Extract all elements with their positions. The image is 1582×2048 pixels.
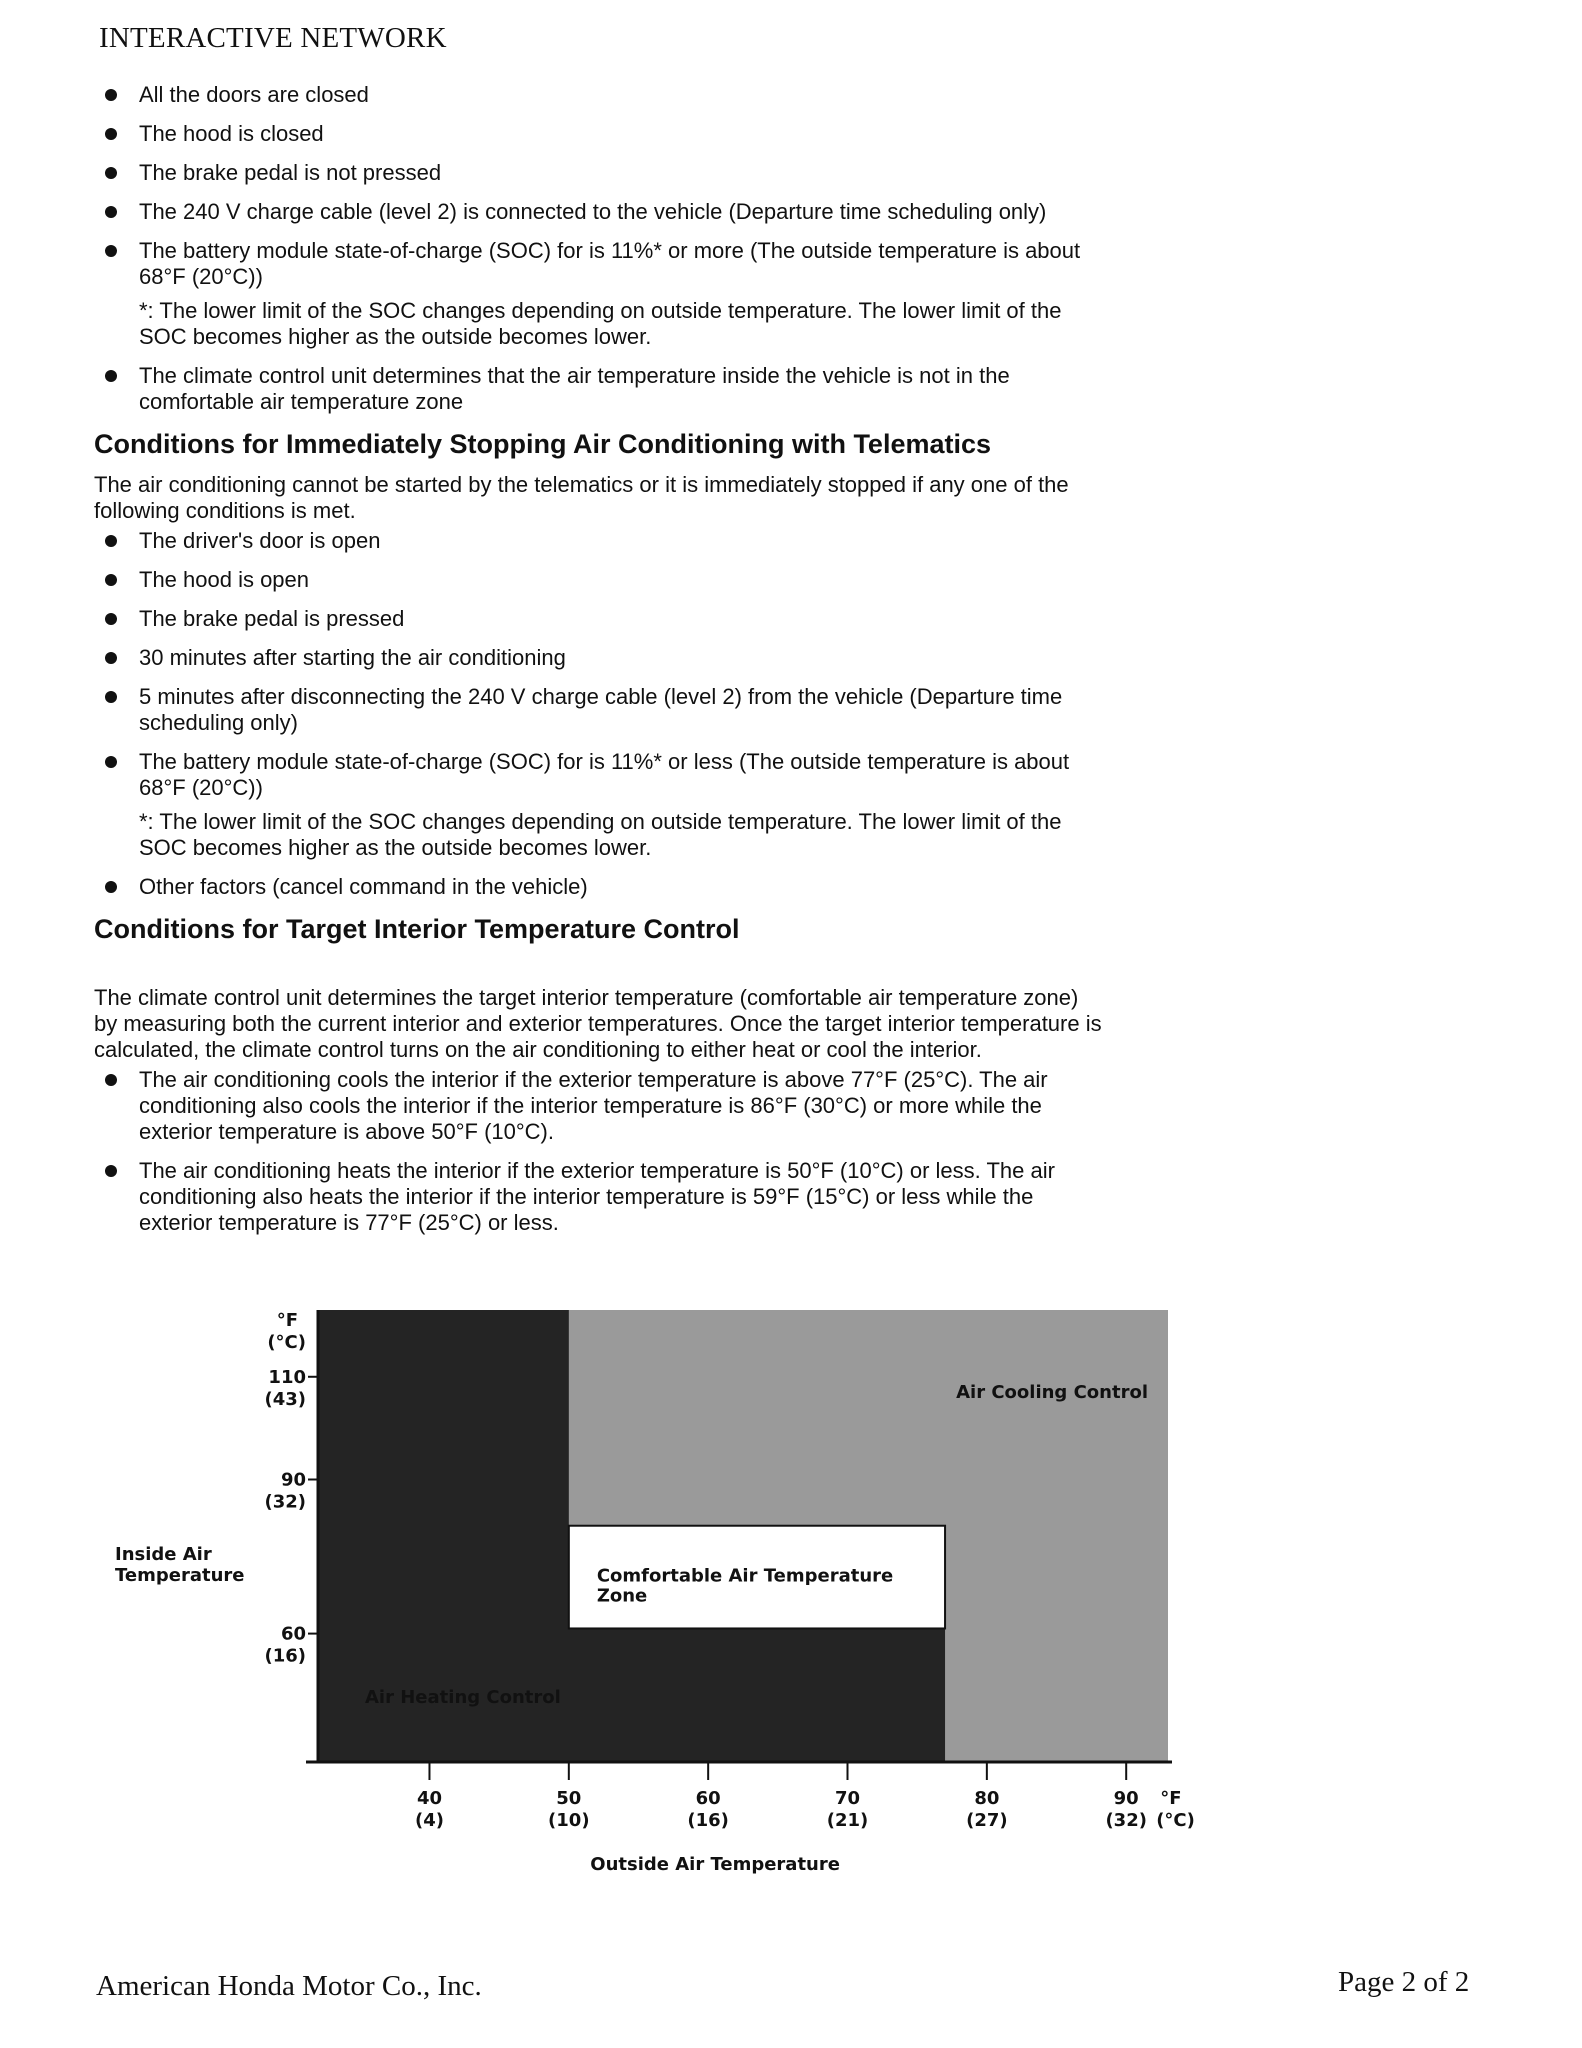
footer-page-number: Page 2 of 2 [1338, 1966, 1470, 1998]
y-axis-title-line2: Temperature [115, 1565, 245, 1586]
target-condition-text: The air conditioning cools the interior if the exterior temperature is above 77°F (25°C). The air conditioning also cools the interior if the interior temperature is 86°F (30°C) or more while the exterior temperature is above 50°F (10°C). [139, 1067, 1048, 1144]
x-tick-label-celsius: (10) [548, 1810, 590, 1831]
x-tick-label: 60 [695, 1788, 721, 1809]
stop-condition-text: The driver's door is open [139, 528, 381, 553]
start-condition-text: The battery module state-of-charge (SOC) for is 11%* or more (The outside temperature is about 68°F (20°C)) [139, 238, 1081, 289]
footer-company: American Honda Motor Co., Inc. [96, 1970, 482, 2002]
x-tick-label-celsius: (27) [966, 1810, 1008, 1831]
bullet-icon [105, 89, 117, 101]
stop-condition-text: 5 minutes after disconnecting the 240 V charge cable (level 2) from the vehicle (Departure time scheduling only) [139, 684, 1063, 735]
bullet-icon [105, 370, 117, 382]
y-tick-label: 60 [280, 1623, 306, 1645]
y-unit-label-celsius: (°C) [267, 1332, 306, 1353]
bullet-icon [105, 756, 117, 768]
y-axis-title-line1: Inside Air [115, 1544, 212, 1565]
x-unit-label-celsius: (°C) [1156, 1810, 1195, 1831]
stop-condition-item [94, 567, 1104, 593]
stop-condition-item [94, 874, 1104, 900]
temperature-control-chart [110, 1310, 1250, 1900]
stop-condition-item [94, 528, 1104, 554]
stop-condition-text: The brake pedal is pressed [139, 606, 405, 631]
start-condition-note: *: The lower limit of the SOC changes depending on outside temperature. The lower limit of the SOC becomes higher as the outside becomes lower. [139, 298, 1062, 349]
start-conditions-list [94, 82, 1104, 415]
bullet-icon [105, 128, 117, 140]
stop-condition-item [94, 606, 1104, 632]
section-heading-stop: Conditions for Immediately Stopping Air Conditioning with Telematics [94, 429, 992, 459]
y-unit-label: °F [276, 1310, 298, 1331]
x-tick-label: 90 [1113, 1788, 1139, 1809]
y-tick-label-celsius: (16) [264, 1645, 306, 1667]
y-tick-label: 90 [280, 1469, 306, 1491]
x-tick-label: 80 [974, 1788, 1000, 1809]
x-tick-label-celsius: (32) [1105, 1810, 1147, 1831]
cooling-region-label: Air Cooling Control [956, 1382, 1148, 1403]
start-condition-item [94, 121, 1104, 147]
start-condition-item [94, 82, 1104, 108]
bullet-icon [105, 881, 117, 893]
comfort-zone-label-line2: Zone [596, 1585, 648, 1607]
stop-condition-text: The battery module state-of-charge (SOC) for is 11%* or less (The outside temperature is about 68°F (20°C)) [139, 749, 1070, 800]
start-condition-text: All the doors are closed [139, 82, 369, 107]
document-body [94, 82, 1104, 1249]
x-tick-label-celsius: (16) [687, 1810, 729, 1831]
x-axis-title: Outside Air Temperature [590, 1854, 840, 1875]
stop-condition-text: The hood is open [139, 567, 310, 592]
chart-svg [110, 1310, 1250, 1900]
target-conditions-list [94, 1067, 1104, 1236]
start-condition-item [94, 238, 1104, 350]
y-tick-label-celsius: (43) [264, 1388, 306, 1410]
bullet-icon [105, 574, 117, 586]
stop-condition-item [94, 749, 1104, 861]
stop-condition-text: Other factors (cancel command in the vehicle) [139, 874, 588, 899]
stop-condition-item [94, 684, 1104, 736]
stop-intro: The air conditioning cannot be started by the telematics or it is immediately stopped if any one of the following conditions is met. [94, 472, 1069, 523]
target-condition-item [94, 1067, 1104, 1145]
x-tick-label: 40 [416, 1788, 443, 1809]
bullet-icon [105, 652, 117, 664]
bullet-icon [105, 206, 117, 218]
stop-conditions-list [94, 528, 1104, 900]
y-tick-label-celsius: (32) [264, 1491, 306, 1513]
start-condition-text: The brake pedal is not pressed [139, 160, 442, 185]
start-condition-item [94, 199, 1104, 225]
bullet-icon [105, 167, 117, 179]
bullet-icon [105, 613, 117, 625]
x-unit-label: °F [1160, 1788, 1182, 1809]
stop-condition-note: *: The lower limit of the SOC changes depending on outside temperature. The lower limit of the SOC becomes higher as the outside becomes lower. [139, 809, 1062, 860]
bullet-icon [105, 1074, 117, 1086]
bullet-icon [105, 245, 117, 257]
bullet-icon [105, 691, 117, 703]
section-heading-target: Conditions for Target Interior Temperature Control [94, 914, 740, 944]
bullet-icon [105, 535, 117, 547]
comfort-zone-label-line1: Comfortable Air Temperature [596, 1565, 894, 1587]
stop-condition-text: 30 minutes after starting the air conditioning [139, 645, 566, 670]
stop-condition-item [94, 645, 1104, 671]
heating-region-label: Air Heating Control [365, 1687, 561, 1708]
target-intro: The climate control unit determines the target interior temperature (comfortable air temperature zone) by measuring both the current interior and exterior temperatures. Once the target interior temperature is calculated, the climate control turns on the air conditioning to either heat or cool the interior. [94, 985, 1102, 1062]
page-header: INTERACTIVE NETWORK [99, 22, 447, 54]
start-condition-text: The 240 V charge cable (level 2) is connected to the vehicle (Departure time scheduling only) [139, 199, 1047, 224]
start-condition-text: The climate control unit determines that the air temperature inside the vehicle is not in the comfortable air temperature zone [139, 363, 1010, 414]
start-condition-item [94, 363, 1104, 415]
target-condition-text: The air conditioning heats the interior if the exterior temperature is 50°F (10°C) or less. The air conditioning also heats the interior if the interior temperature is 59°F (15°C) or less while the exterior temperature is 77°F (25°C) or less. [139, 1158, 1055, 1235]
x-tick-label: 50 [556, 1788, 582, 1809]
x-tick-label: 70 [834, 1788, 861, 1809]
x-tick-label-celsius: (4) [414, 1810, 444, 1831]
bullet-icon [105, 1165, 117, 1177]
start-condition-item [94, 160, 1104, 186]
x-tick-label-celsius: (21) [826, 1810, 869, 1831]
start-condition-text: The hood is closed [139, 121, 324, 146]
target-condition-item [94, 1158, 1104, 1236]
y-tick-label: 110 [268, 1366, 306, 1388]
